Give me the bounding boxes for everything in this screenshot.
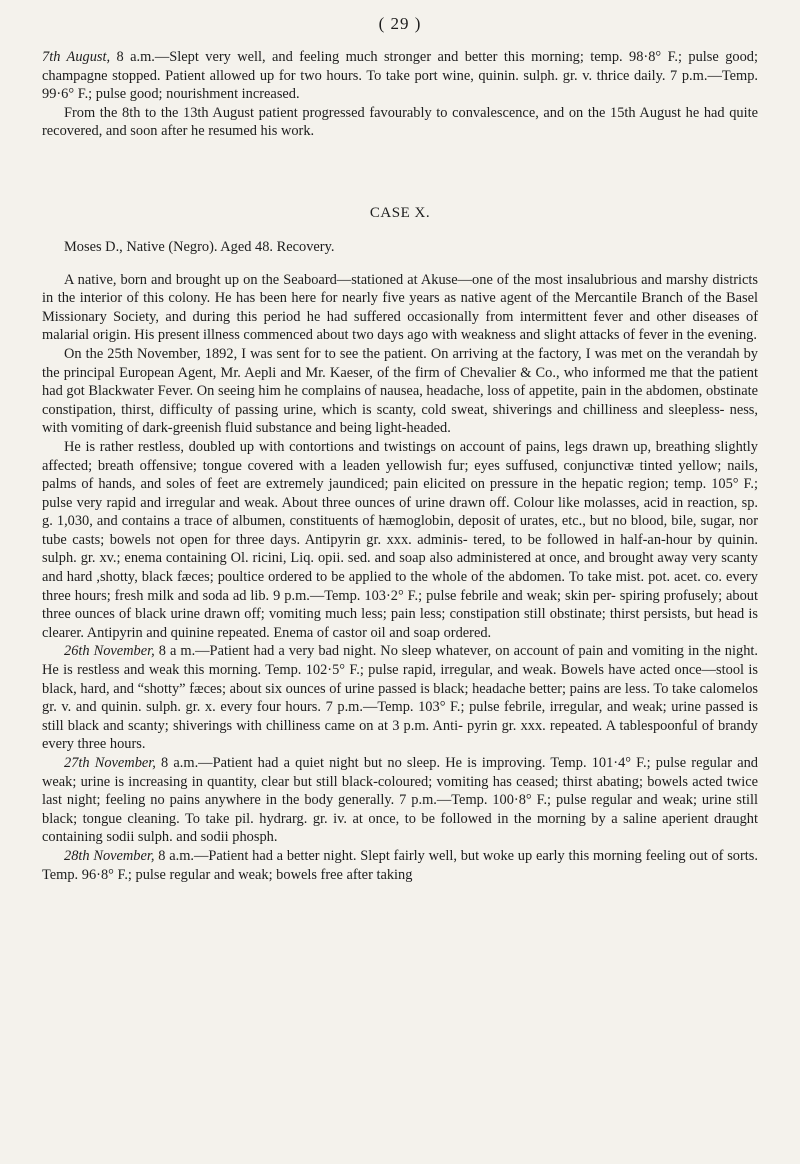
entry-27th-november bbox=[42, 754, 758, 847]
history-paragraph bbox=[42, 271, 758, 345]
patient-line: Moses D., Native (Negro). Aged 48. Recovery. bbox=[64, 238, 335, 255]
paragraph-text: On the 25th November, 1892, I was sent for to see the patient. On arriving at the factory, I was met on the verandah by the principal European Agent, Mr. Aepli and Mr. Kaeser, of the firm of Chevalier & Co., who informed me that the patient had got Blackwater Fever. On seeing him he complains of nausea, headache, loss of appetite, pain in the abdomen, obstinate constipation, thirst, difficulty of passing urine, which is scanty, cold sweat, shiverings and chilliness and sleepless- ness, with vomiting of dark-greenish fluid substance and being light-headed. bbox=[42, 345, 758, 437]
convalescence-paragraph bbox=[42, 104, 758, 141]
entry-text: 8 a.m.—Patient had a better night. Slept fairly well, but woke up early this morning feeling out of sorts. Temp. 96·8° F.; pulse regular and weak; bowels free after taking bbox=[42, 847, 758, 883]
entry-date: 27th November, bbox=[64, 755, 156, 771]
examination-paragraph bbox=[42, 438, 758, 643]
entry-text: 8 a.m.—Slept very well, and feeling much stronger and better this morning; temp. 98·8° F.; pulse good; champagne stopped. Patient allowed up for two hours. To take port wine, quinin. sulph. gr. v. thrice daily. 7 p.m.—Temp. 99·6° F.; pulse good; nourishment increased. bbox=[42, 49, 758, 103]
first-visit-paragraph bbox=[42, 345, 758, 438]
entry-date: 26th November, bbox=[64, 643, 155, 660]
entry-26th-november bbox=[42, 642, 758, 754]
entry-7th-august bbox=[42, 48, 758, 104]
entry-text: 8 a.m.—Patient had a quiet night but no sleep. He is improving. Temp. 101·4° F.; pulse regular and weak; urine is increasing in quantity, clear but still black-coloured; vomiting has ceased; thirst abating; bowels acted twice last night; feeling no pains anywhere in the body generally. 7 p.m.—Temp. 100·8° F.; pulse regular and weak; urine still black; tongue cleaning. To take pil. hydrarg. gr. iv. at once, to be followed in the morning by a saline aperient draught containing sodii sulph. and sodii phosph. bbox=[42, 755, 758, 846]
paragraph-text: From the 8th to the 13th August patient progressed favourably to convalescence, and on the 15th August he had quite recovered, and soon after he resumed his work. bbox=[42, 104, 758, 140]
paragraph-text: He is rather restless, doubled up with contortions and twistings on account of pains, legs drawn up, breathing slightly affected; breath offensive; tongue covered with a leaden yellowish fur; eyes suffused, conjunctivæ tinted yellow; nails, palms of hands, and soles of feet are extremely jaundiced; pain elicited on pressure in the hepatic region; temp. 105° F.; pulse very rapid and irregular and weak. About three ounces of urine drawn off. Colour like molasses, acid in reaction, sp. g. 1,030, and contains a trace of albumen, constituents of hæmoglobin, deposit of urates, etc., but no blood, bile, sugar, nor tube casts; bowels not open for three days. Antipyrin gr. xxx. adminis- tered, to be followed in half-an-hour by quinin. sulph. gr. xv.; enema containing Ol. ricini, Liq. opii. sed. and soap also administered at once, and brought away very scanty and hard ,shotty, black fæces; poultice ordered to be applied to the whole of the abdomen. To take mist. pot. acet. co. every three hours; fresh milk and soda ad lib. 9 p.m.—Temp. 103·2° F.; pulse febrile and weak; skin per- spiring profusely; about three ounces of black urine drawn off; vomiting much less; pain less; constipation still obstinate; thirst persists, but head is clearer. Antipyrin and quinine repeated. Enema of castor oil and soap ordered. bbox=[42, 438, 758, 641]
entry-date: 7th August, bbox=[42, 49, 111, 65]
entry-28th-november bbox=[42, 847, 758, 884]
paragraph-text: A native, born and brought up on the Seaboard—stationed at Akuse—one of the most insalubrious and marshy districts in the interior of this colony. He has been here for nearly five years as native agent of the Mercantile Branch of the Basel Missionary Society, and during this period he had suffered occasionally from intermittent fever and other diseases of malarial origin. His present illness commenced about two days ago with weakness and slight attacks of fever in the evening. bbox=[42, 271, 758, 344]
page-number: ( 29 ) bbox=[378, 14, 422, 33]
case-heading: CASE X. bbox=[369, 204, 431, 221]
entry-date: 28th November, bbox=[64, 847, 155, 864]
entry-text: 8 a m.—Patient had a very bad night. No sleep whatever, on account of pain and vomiting in the night. He is restless and weak this morning. Temp. 102·5° F.; pulse rapid, irregular, and weak. Bowels have acted once—stool is black, hard, and “shotty” fæces; about six ounces of urine passed is black; headache better; pains are less. To take calomelos gr. v. and quinin. sulph. gr. x. every four hours. 7 p.m.—Temp. 103° F.; pulse febrile, irregular, and weak; urine passed is still black and scanty; shiverings with chilliness came on at 3 p.m. Anti- pyrin gr. xxx. repeated. A tablespoonful of brandy every three hours. bbox=[42, 643, 758, 753]
